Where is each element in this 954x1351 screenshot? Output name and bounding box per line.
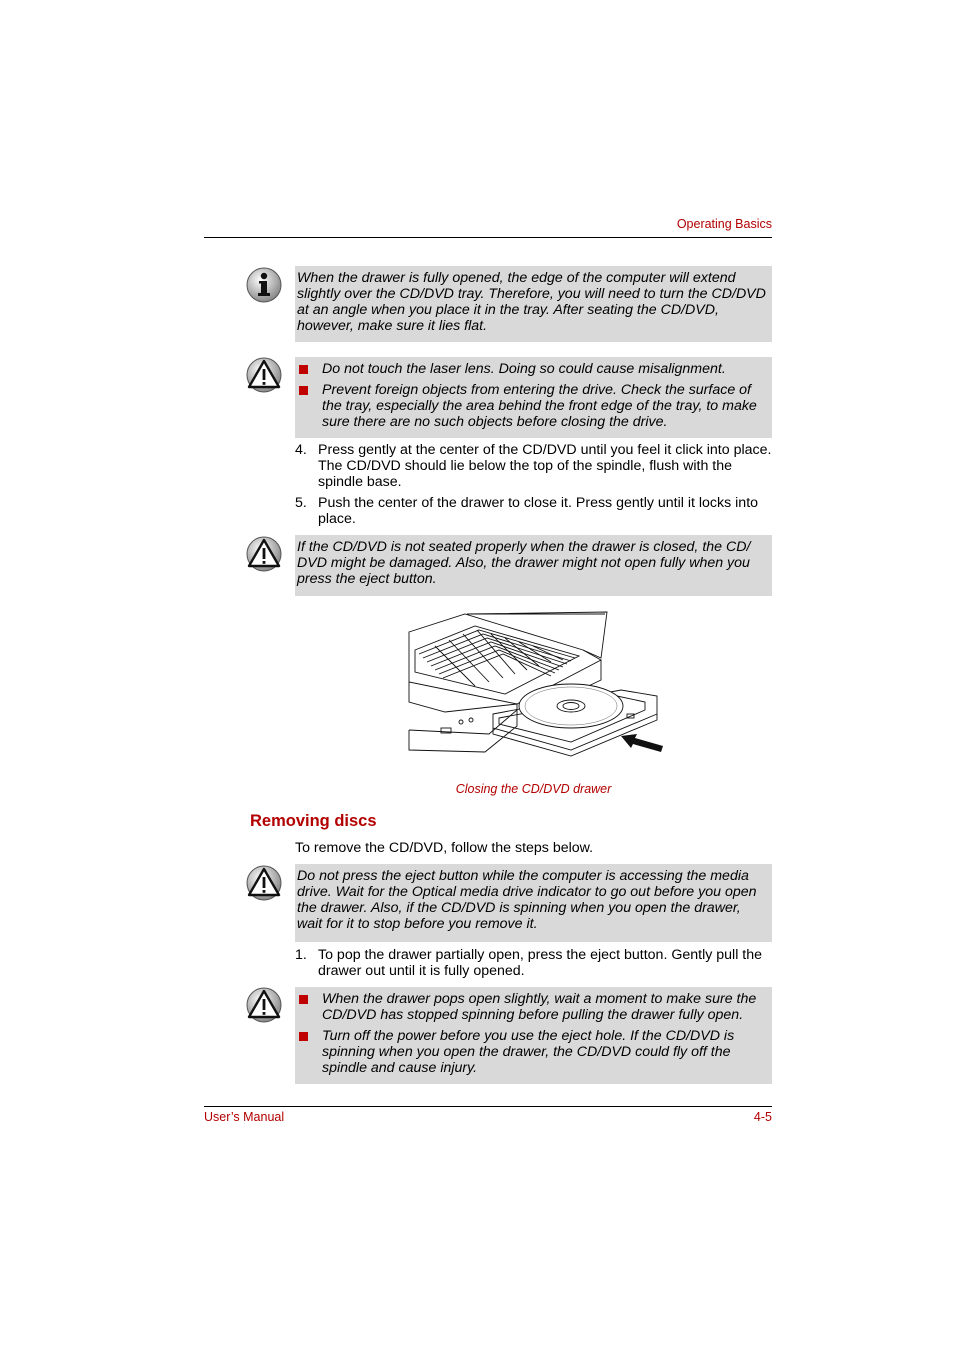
step-5: 5. Push the center of the drawer to close it. Press gently until it locks into place. xyxy=(295,495,759,527)
info-note-text: When the drawer is fully opened, the edge of the computer will extend slightly over the CD/DVD tray. Therefore, you will need to turn the CD/DVD at an angle when you place it in the tray. After seating the CD/DVD, however, make sure it lies flat. xyxy=(297,270,766,334)
bullet-square xyxy=(299,365,308,374)
running-header: Operating Basics xyxy=(676,217,772,231)
caution-note-3 xyxy=(295,864,772,942)
caution-note-4 xyxy=(295,987,772,1084)
section-intro: To remove the CD/DVD, follow the steps below. xyxy=(295,840,594,856)
caution-note-1 xyxy=(295,357,772,438)
step-1: 1. To pop the drawer partially open, press the eject button. Gently pull the drawer out until it is fully opened. xyxy=(295,947,763,979)
bullet-square xyxy=(299,995,308,1004)
footer-rule xyxy=(204,1106,772,1107)
caution-icon xyxy=(245,535,283,573)
caution-item: Turn off the power before you use the eject hole. If the CD/DVD is spinning when you open the drawer, the CD/DVD could fly off the spindle and cause injury. xyxy=(297,1028,768,1076)
caution-note-2 xyxy=(295,535,772,596)
caution-item: Do not touch the laser lens. Doing so could cause misalignment. xyxy=(297,361,768,377)
caution-item: Prevent foreign objects from entering the drive. Check the surface of the tray, especially the area behind the front edge of the tray, to make sure there are no such objects before closing the drive. xyxy=(297,382,768,430)
footer-manual-title: User’s Manual xyxy=(204,1110,285,1124)
bullet-square xyxy=(299,386,308,395)
figure-caption: Closing the CD/DVD drawer xyxy=(455,782,612,796)
caution-icon xyxy=(245,356,283,394)
caution-note-text: Do not press the eject button while the computer is accessing the media drive. Wait for the Optical media drive indicator to go out before you open the drawer. Also, if the CD/DVD is spinning when you open the drawer, wait for it to stop before you remove it. xyxy=(297,868,757,932)
header-rule xyxy=(204,237,772,238)
caution-icon xyxy=(245,986,283,1024)
info-note xyxy=(295,266,772,342)
section-heading: Removing discs xyxy=(250,812,377,830)
page-number: 4-5 xyxy=(753,1110,772,1124)
caution-icon xyxy=(245,864,283,902)
caution-item: When the drawer pops open slightly, wait a moment to make sure the CD/DVD has stopped spinning before pulling the drawer fully open. xyxy=(297,991,768,1023)
caution-note-text: If the CD/DVD is not seated properly when the drawer is closed, the CD/ DVD might be damaged. Also, the drawer might not open fully when you press the eject button. xyxy=(297,539,751,587)
laptop-cd-drawer-illustration xyxy=(405,610,667,760)
bullet-square xyxy=(299,1032,308,1041)
info-icon xyxy=(245,266,283,304)
step-4: 4. Press gently at the center of the CD/DVD until you feel it click into place. The CD/DVD should lie below the top of the spindle, flush with the spindle base. xyxy=(295,442,772,490)
